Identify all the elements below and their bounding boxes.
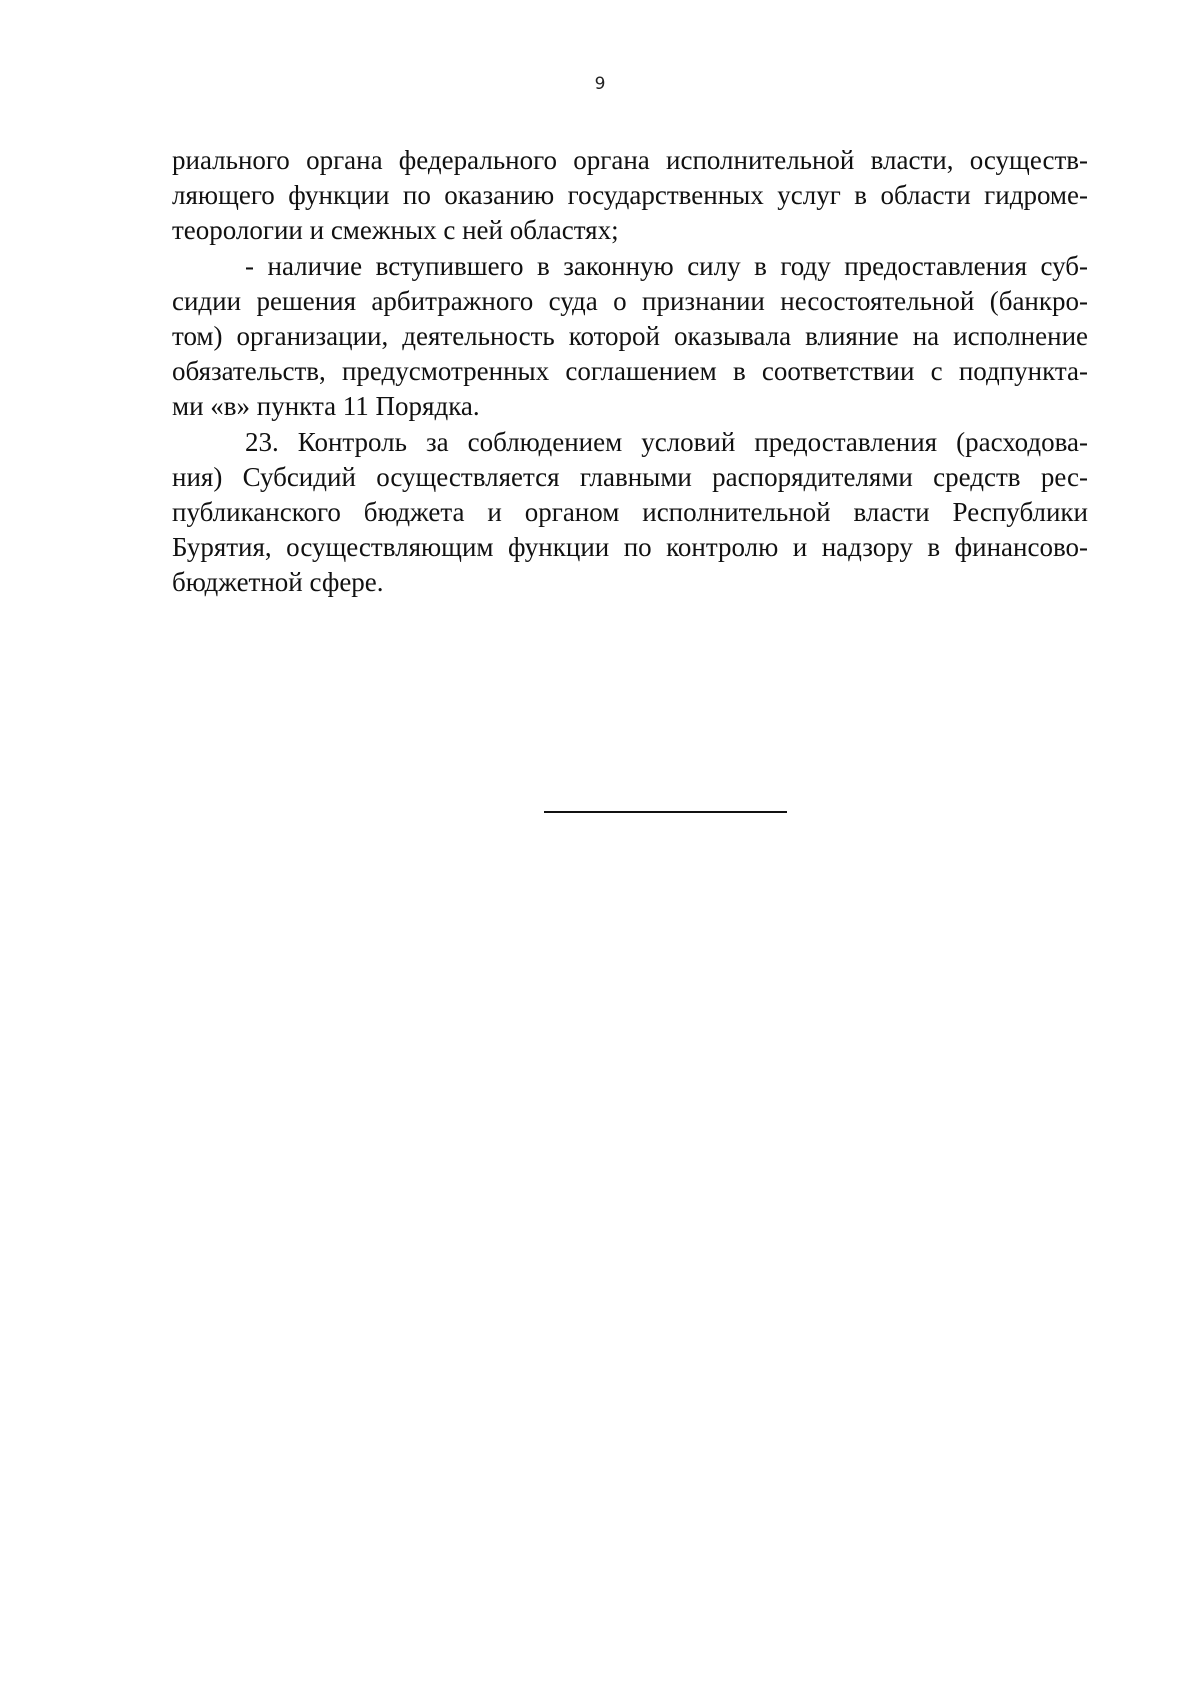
document-body: [172, 143, 1088, 600]
text-line: том) организации, деятельность которой оказывала влияние на исполнение: [172, 320, 1088, 351]
text-line: сидии решения арбитражного суда о признании несостоятельной (банкро-: [172, 285, 1088, 316]
text-line: ми «в» пункта 11 Порядка.: [172, 391, 480, 422]
text-line: риального органа федерального органа исполнительной власти, осуществ-: [172, 145, 1088, 175]
text-line: Бурятия, осуществляющим функции по контролю и надзору в финансово-: [172, 532, 1088, 563]
closing-separator-line: [544, 811, 787, 813]
text-line: 23. Контроль за соблюдением условий предоставления (расходова-: [245, 426, 1088, 457]
text-line: теорологии и смежных с ней областях;: [172, 215, 619, 246]
text-line: бюджетной сфере.: [172, 567, 384, 598]
text-line: - наличие вступившего в законную силу в году предоставления суб-: [245, 250, 1088, 281]
text-line: ния) Субсидий осуществляется главными распорядителями средств рес-: [172, 461, 1088, 492]
text-line: публиканского бюджета и органом исполнительной власти Республики: [172, 496, 1088, 527]
text-line: обязательств, предусмотренных соглашением в соответствии с подпункта-: [172, 356, 1088, 387]
page-number: 9: [594, 74, 606, 94]
text-line: ляющего функции по оказанию государственных услуг в области гидроме-: [172, 180, 1088, 211]
